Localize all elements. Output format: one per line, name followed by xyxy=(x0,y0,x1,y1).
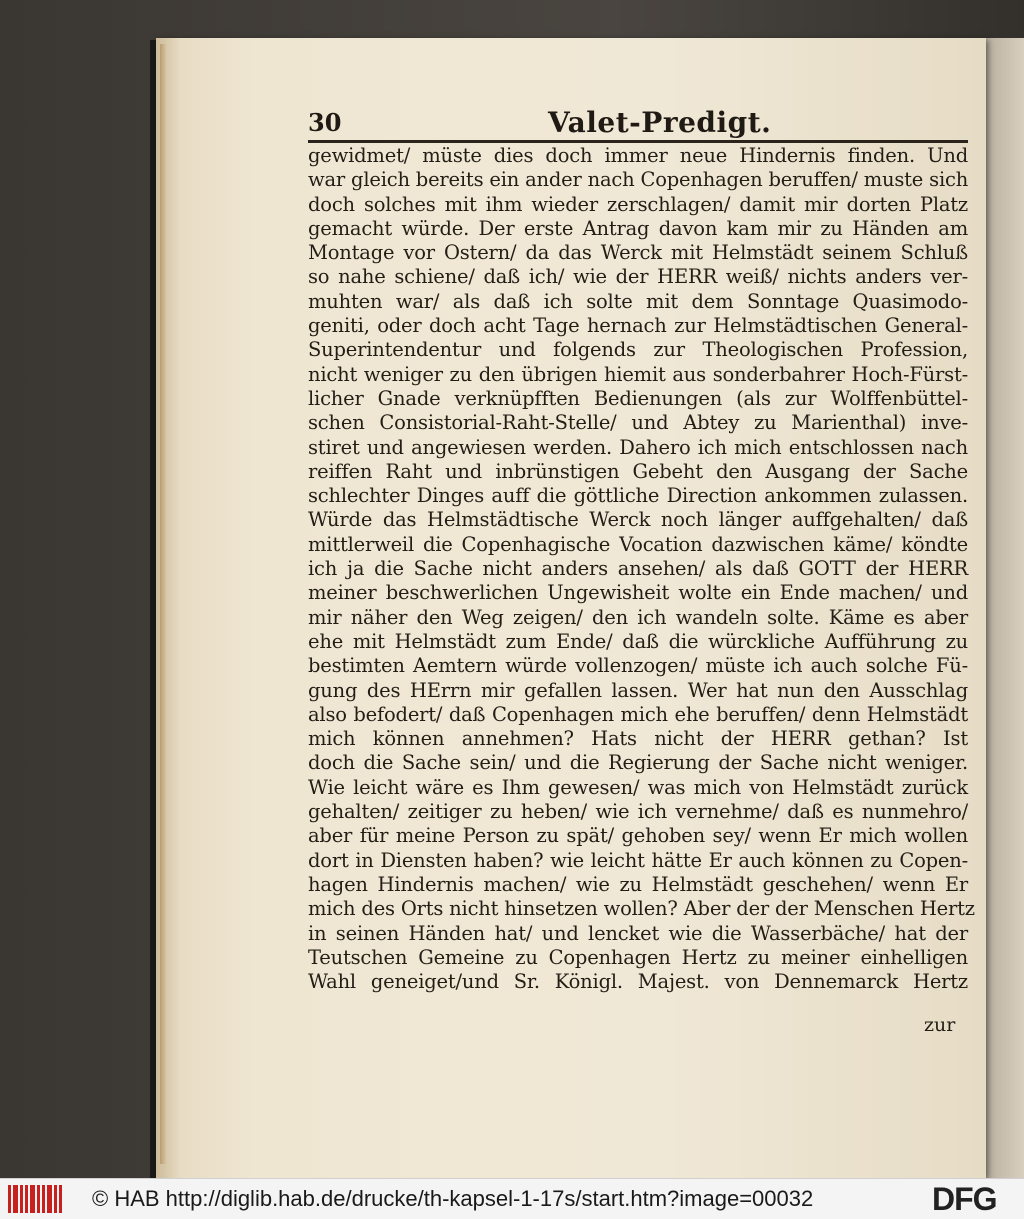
text-line: muhten war/ als daß ich solte mit dem Sonntage Quasimodo- xyxy=(308,289,968,313)
text-line: doch solches mit ihm wieder zerschlagen/ damit mir dorten Platz xyxy=(308,192,968,216)
page-number: 30 xyxy=(308,108,342,137)
footer-bar xyxy=(0,1178,1024,1219)
text-line: mittlerweil die Copenhagische Vocation dazwischen käme/ köndte xyxy=(308,532,968,556)
text-line: gemacht würde. Der erste Antrag davon kam mir zu Händen am xyxy=(308,216,968,240)
text-line: stiret und angewiesen werden. Dahero ich mich entschlossen nach xyxy=(308,435,968,459)
text-line: licher Gnade verknüpfften Bedienungen (als zur Wolffenbüttel- xyxy=(308,386,968,410)
text-line: reiffen Raht und inbrünstigen Gebeht den Ausgang der Sache xyxy=(308,459,968,483)
text-line: schlechter Dinges auff die göttliche Direction ankommen zulassen. xyxy=(308,484,968,508)
text-line: schen Consistorial-Raht-Stelle/ und Abtey zu Marienthal) inve- xyxy=(308,411,968,435)
text-line: gehalten/ zeitiger zu heben/ wie ich vernehme/ daß es nunmehro/ xyxy=(308,800,968,824)
text-line: geniti, oder doch acht Tage hernach zur Helmstädtischen General- xyxy=(308,314,968,338)
text-line: gung des HErrn mir gefallen lassen. Wer hat nun den Ausschlag xyxy=(308,678,968,702)
text-line: bestimten Aemtern würde vollenzogen/ müste ich auch solche Fü- xyxy=(308,654,968,678)
text-line: Montage vor Ostern/ da das Werck mit Helmstädt seinem Schluß xyxy=(308,241,968,265)
text-line: Wahl geneiget/und Sr. Königl. Majest. von Dennemarck Hertz xyxy=(308,970,968,994)
text-line: in seinen Händen hat/ und lencket wie die Wasserbäche/ hat der xyxy=(308,921,968,945)
adjacent-page-edge xyxy=(982,38,1024,1188)
text-line: nicht weniger zu den übrigen hiemit aus sonderbahrer Hoch-Fürst- xyxy=(308,362,968,386)
text-line: mir näher den Weg zeigen/ den ich wandeln solte. Käme es aber xyxy=(308,605,968,629)
text-line: dort in Diensten haben? wie leicht hätte Er auch können zu Copen- xyxy=(308,848,968,872)
dfg-logo: DFG xyxy=(932,1181,997,1217)
page-gutter-edge xyxy=(160,44,166,1164)
text-line: ich ja die Sache nicht anders ansehen/ als daß GOTT der HERR xyxy=(308,557,968,581)
text-line: ehe mit Helmstädt zum Ende/ daß die würckliche Aufführung zu xyxy=(308,629,968,653)
copyright-link[interactable]: © HAB http://diglib.hab.de/drucke/th-kapsel-1-17s/start.htm?image=00032 xyxy=(92,1186,814,1211)
text-line: Wie leicht wäre es Ihm gewesen/ was mich von Helmstädt zurück xyxy=(308,775,968,799)
running-title: Valet-Predigt. xyxy=(548,106,772,139)
catchword: zur xyxy=(924,1014,956,1036)
text-line: Teutschen Gemeine zu Copenhagen Hertz zu meiner einhelligen xyxy=(308,945,968,969)
library-barcode-icon xyxy=(8,1185,62,1213)
text-line: Superintendentur und folgends zur Theologischen Profession, xyxy=(308,338,968,362)
text-line: gewidmet/ müste dies doch immer neue Hindernis finden. Und xyxy=(308,144,968,167)
text-line: mich des Orts nicht hinsetzen wollen? Aber der der Menschen Hertz xyxy=(308,897,975,921)
text-line: so nahe schiene/ daß ich/ wie der HERR weiß/ nichts anders ver- xyxy=(308,265,968,289)
body-text xyxy=(308,144,975,994)
header-rule xyxy=(308,140,968,143)
page-header xyxy=(308,106,968,140)
text-line: Würde das Helmstädtische Werck noch länger auffgehalten/ daß xyxy=(308,508,968,532)
text-line: mich können annehmen? Hats nicht der HERR gethan? Ist xyxy=(308,727,968,751)
text-line: aber für meine Person zu spät/ gehoben sey/ wenn Er mich wollen xyxy=(308,824,968,848)
text-line: meiner beschwerlichen Ungewisheit wolte ein Ende machen/ und xyxy=(308,581,968,605)
text-line: doch die Sache sein/ und die Regierung der Sache nicht weniger. xyxy=(308,751,968,775)
text-line: hagen Hindernis machen/ wie zu Helmstädt geschehen/ wenn Er xyxy=(308,872,968,896)
text-line: war gleich bereits ein ander nach Copenhagen beruffen/ muste sich xyxy=(308,168,969,192)
text-line: also befodert/ daß Copenhagen mich ehe beruffen/ denn Helmstädt xyxy=(308,702,968,726)
